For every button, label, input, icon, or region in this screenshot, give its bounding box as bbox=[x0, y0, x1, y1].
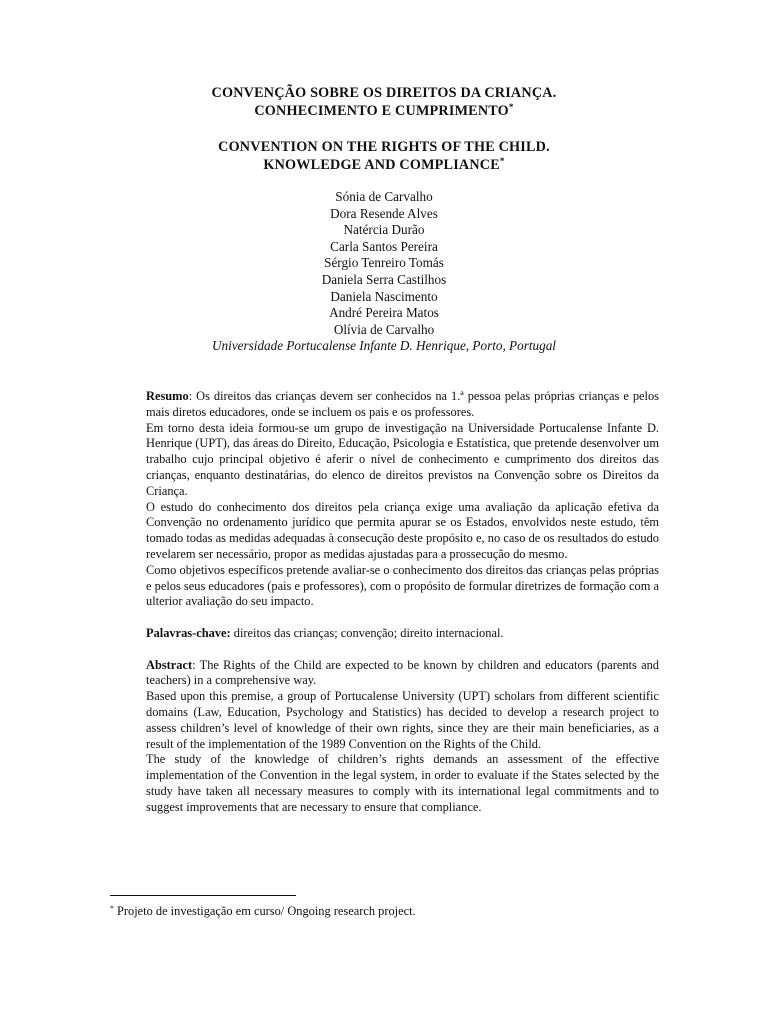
title-en-footnote-marker: * bbox=[499, 156, 505, 166]
body-text bbox=[146, 389, 659, 816]
title-en-line2-text: KNOWLEDGE AND COMPLIANCE bbox=[263, 157, 500, 173]
abstract-paragraph-3: The study of the knowledge of children’s rights demands an assessment of the effective implementation of the Convention in the legal system, in order to evaluate if the States selected by the study have taken all necessary measures to comply with its international legal commitments and to suggest improvements that are necessary to ensure that compliance. bbox=[146, 752, 659, 814]
author-name: Natércia Durão bbox=[343, 222, 425, 238]
author-list bbox=[0, 189, 768, 355]
footnote-marker: * bbox=[110, 904, 114, 913]
author-name: Daniela Serra Castilhos bbox=[321, 271, 447, 287]
resumo-paragraph-3: O estudo do conhecimento dos direitos pela criança exige uma avaliação da aplicação efetiva da Convenção no ordenamento jurídico que permita apurar se os Estados, envolvidos neste estudo, têm tomado todas as medidas adequadas à consecução deste propósito e, no caso de os resultados do estudo revelarem ser necessário, propor as medidas ajustadas para a prossecução do mesmo. bbox=[146, 499, 659, 561]
footnote-separator bbox=[110, 895, 296, 896]
title-en-line2 bbox=[0, 156, 768, 174]
footnote-text: Projeto de investigação em curso/ Ongoing research project. bbox=[117, 904, 416, 918]
resumo-paragraph-4: Como objetivos específicos pretende avaliar-se o conhecimento dos direitos das crianças pelas próprias e pelos seus educadores (pais e professores), com o propósito de formular diretrizes de formação com a ulterior avaliação do seu impacto. bbox=[146, 562, 659, 609]
abstract-paragraph-1 bbox=[146, 658, 659, 690]
title-block bbox=[0, 84, 768, 174]
title-pt-line2-text: CONHECIMENTO E CUMPRIMENTO bbox=[254, 103, 509, 119]
keywords-text: direitos das crianças; convenção; direito internacional. bbox=[230, 625, 504, 640]
footnote bbox=[110, 904, 670, 919]
resumo-text-1: : Os direitos das crianças devem ser conhecidos na 1.ª pessoa pelas próprias crianças e pelos mais diretos educadores, onde se incluem os pais e os professores. bbox=[146, 389, 659, 419]
resumo-label: Resumo bbox=[146, 389, 189, 403]
keywords bbox=[146, 626, 659, 642]
title-pt-line2 bbox=[0, 102, 768, 120]
abstract-label: Abstract bbox=[146, 657, 193, 672]
title-pt-line1: CONVENÇÃO SOBRE OS DIREITOS DA CRIANÇA. bbox=[211, 85, 557, 101]
abstract-paragraph-2: Based upon this premise, a group of Portucalense University (UPT) scholars from different scientific domains (Law, Education, Psychology and Statistics) has decided to develop a research project to assess children’s level of knowledge of their own rights, since they are their main beneficiaries, as a result of the implementation of the 1989 Convention on the Rights of the Child. bbox=[146, 689, 659, 751]
affiliation: Universidade Portucalense Infante D. Henrique, Porto, Portugal bbox=[212, 338, 556, 354]
author-name: Daniela Nascimento bbox=[330, 288, 438, 304]
author-name: Sónia de Carvalho bbox=[335, 189, 433, 204]
author-name: André Pereira Matos bbox=[329, 305, 439, 321]
author-name: Sérgio Tenreiro Tomás bbox=[324, 255, 444, 271]
keywords-label: Palavras-chave: bbox=[146, 625, 231, 640]
author-name: Dora Resende Alves bbox=[330, 205, 438, 221]
title-en-line1: CONVENTION ON THE RIGHTS OF THE CHILD. bbox=[218, 139, 550, 155]
author-name: Carla Santos Pereira bbox=[330, 238, 438, 254]
title-pt-footnote-marker: * bbox=[508, 102, 514, 112]
abstract-text-1: : The Rights of the Child are expected to be known by children and educators (parents and teachers) in a comprehensive way. bbox=[146, 657, 659, 688]
resumo-paragraph-2: Em torno desta ideia formou-se um grupo de investigação na Universidade Portucalense Infante D. Henrique (UPT), das áreas do Direito, Educação, Psicologia e Estatística, que pretende desenvolver um trabalho cujo principal objetivo é aferir o nível de conhecimento e cumprimento dos direitos das crianças, enquanto destinatárias, do elenco de direitos previstos na Convenção sobre os Direitos da Criança. bbox=[146, 420, 659, 498]
resumo-paragraph-1 bbox=[146, 389, 659, 421]
author-name: Olívia de Carvalho bbox=[333, 321, 435, 337]
